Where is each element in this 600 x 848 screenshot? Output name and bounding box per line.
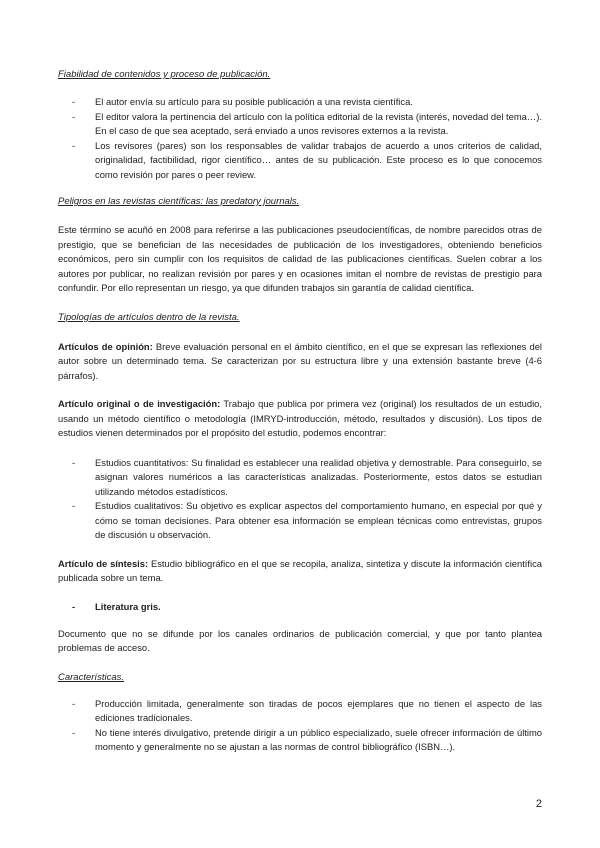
list-item: - Producción limitada, generalmente son tiradas de pocos ejemplares que no tienen el aspecto de las ediciones tradicionales. <box>58 697 542 726</box>
paragraph-opinion <box>58 340 542 384</box>
list-item: - Estudios cuantitativos: Su finalidad es establecer una realidad objetiva y demostrable. Para conseguirlo, se asignan valores numéricos a las características analizadas. Posteriormente, estos datos se estudian utilizando métodos estadísticos. <box>58 456 542 500</box>
paragraph-predatory: Este término se acuñó en 2008 para referirse a las publicaciones pseudocientíficas, de nombre parecidos otras de prestigio, que se benefician de las necesidades de publicación de los investigadores, obteniendo beneficios económicos, pero sin cumplir con los requisitos de calidad de las publicaciones científicas. Suelen cobrar a los autores por publicar, no realizan revisión por pares y en ocasiones imitan el nombre de revistas de prestigio para confundir. Por ello representan un riesgo, ya que difunden trabajos sin garantía de calidad científica. <box>58 224 542 293</box>
list-study-types <box>58 456 542 543</box>
paragraph-literatura-gris: Documento que no se difunde por los canales ordinarios de publicación comercial, y que por tanto plantea problemas de acceso. <box>58 627 542 653</box>
heading-peligros: Peligros en las revistas científicas: las predatory journals. <box>58 196 300 207</box>
list-item: - El editor valora la pertinencia del artículo con la política editorial de la revista (interés, novedad del tema…). En el caso de que sea aceptado, será enviado a unos revisores externos a la revista. <box>58 110 542 139</box>
list-item: - Estudios cualitativos: Su objetivo es explicar aspectos del comportamiento humano, en especial por qué y cómo se toman decisiones. Para obtener esa información se emplean técnicas como entrevistas, grupos de discusión u observación. <box>58 499 542 543</box>
label-original: Artículo original o de investigación: <box>58 398 221 409</box>
literatura-gris-title: Literatura gris. <box>95 600 161 612</box>
paragraph-original <box>58 397 542 441</box>
text-synthesis: Estudio bibliográfico en el que se recopila, analiza, sintetiza y discute la información científica publicada sobre un tema. <box>58 557 542 583</box>
text-original: Trabajo que publica por primera vez (original) los resultados de un estudio, usando un método científico o metodología (IMRYD-introducción, método, resultados y discusión). Los tipos de estudios vienen determinados por el propósito del estudio, podemos encontrar: <box>58 398 542 438</box>
list-item: - El autor envía su artículo para su posible publicación a una revista científica. <box>58 95 542 110</box>
heading-caracteristicas: Características. <box>58 671 124 683</box>
page-number: 2 <box>535 798 542 810</box>
list-item: - Los revisores (pares) son los responsables de validar trabajos de acuerdo a unos criterios de calidad, originalidad, factibilidad, rigor científico… antes de su publicación. Este proceso es lo que conocemos como revisión por pares o peer review. <box>58 139 542 183</box>
dash-marker: - <box>72 600 76 612</box>
label-synthesis: Artículo de síntesis: <box>58 557 149 569</box>
label-opinion: Artículos de opinión: <box>58 340 153 352</box>
text-opinion: Breve evaluación personal en el ámbito científico, en el que se expresan las reflexiones del autor sobre un determinado tema. Se caracterizan por su estructura libre y una extensión bastante breve (4-6 párrafos). <box>58 340 542 381</box>
heading-fiabilidad: Fiabilidad de contenidos y proceso de publicación. <box>58 69 271 80</box>
list-publication-process <box>58 95 542 182</box>
paragraph-synthesis <box>58 557 542 586</box>
document-page <box>58 68 542 755</box>
list-item: - No tiene interés divulgativo, pretende dirigir a un público especializado, suele ofrecer información de último momento y generalmente no se ajustan a las normas de control bibliográfico (ISBN…). <box>58 726 542 755</box>
list-characteristics <box>58 697 542 755</box>
heading-literatura-gris <box>58 600 542 613</box>
heading-tipologias: Tipologías de artículos dentro de la revista. <box>58 311 240 323</box>
